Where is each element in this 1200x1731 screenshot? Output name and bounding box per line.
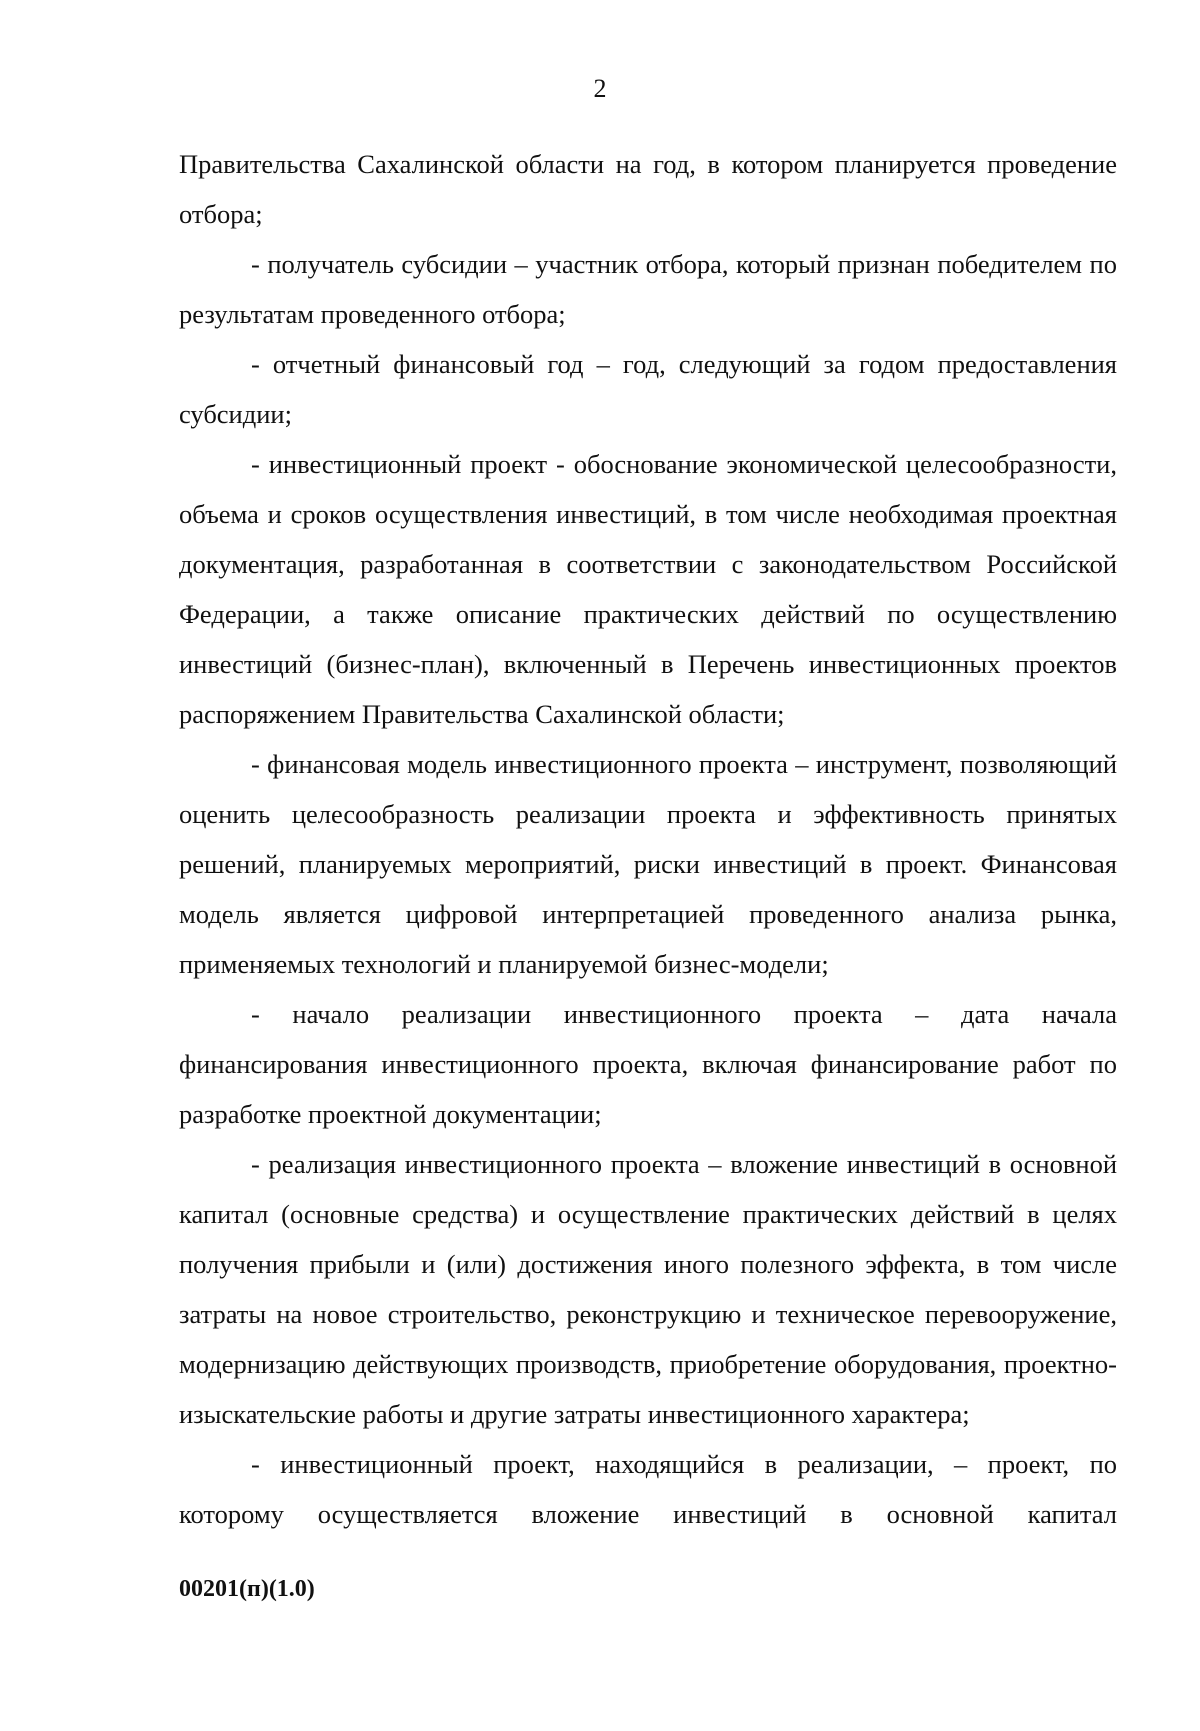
paragraph: - инвестиционный проект - обоснование экономической целесообразности, объема и сроков осуществления инвестиций, в том числе необходимая проектная документация, разработанная в соответствии с законодательством Российской Федерации, а также описание практических действий по осуществлению инвестиций (бизнес-план), включенный в Перечень инвестиционных проектов распоряжением Правительства Сахалинской области; [179, 449, 1117, 729]
paragraph: - реализация инвестиционного проекта – вложение инвестиций в основной капитал (основные средства) и осуществление практических действий в целях получения прибыли и (или) достижения иного полезного эффекта, в том числе затраты на новое строительство, реконструкцию и техническое перевооружение, модернизацию действующих производств, приобретение оборудования, проектно-изыскательские работы и другие затраты инвестиционного характера; [179, 1149, 1117, 1429]
paragraph: - финансовая модель инвестиционного проекта – инструмент, позволяющий оценить целесообразность реализации проекта и эффективность принятых решений, планируемых мероприятий, риски инвестиций в проект. Финансовая модель является цифровой интерпретацией проведенного анализа рынка, применяемых технологий и планируемой бизнес-модели; [179, 749, 1117, 979]
document-body [179, 139, 1117, 1539]
paragraph: - получатель субсидии – участник отбора, который признан победителем по результатам проведенного отбора; [179, 249, 1117, 329]
paragraph: - отчетный финансовый год – год, следующий за годом предоставления субсидии; [179, 349, 1117, 429]
paragraph: - инвестиционный проект, находящийся в реализации, – проект, по которому осуществляется вложение инвестиций в основной капитал [179, 1449, 1117, 1529]
paragraph: - начало реализации инвестиционного проекта – дата начала финансирования инвестиционного проекта, включая финансирование работ по разработке проектной документации; [179, 999, 1117, 1129]
page-number: 2 [593, 74, 607, 103]
paragraph: Правительства Сахалинской области на год, в котором планируется проведение отбора; [179, 149, 1117, 229]
document-code: 00201(п)(1.0) [179, 1576, 315, 1602]
